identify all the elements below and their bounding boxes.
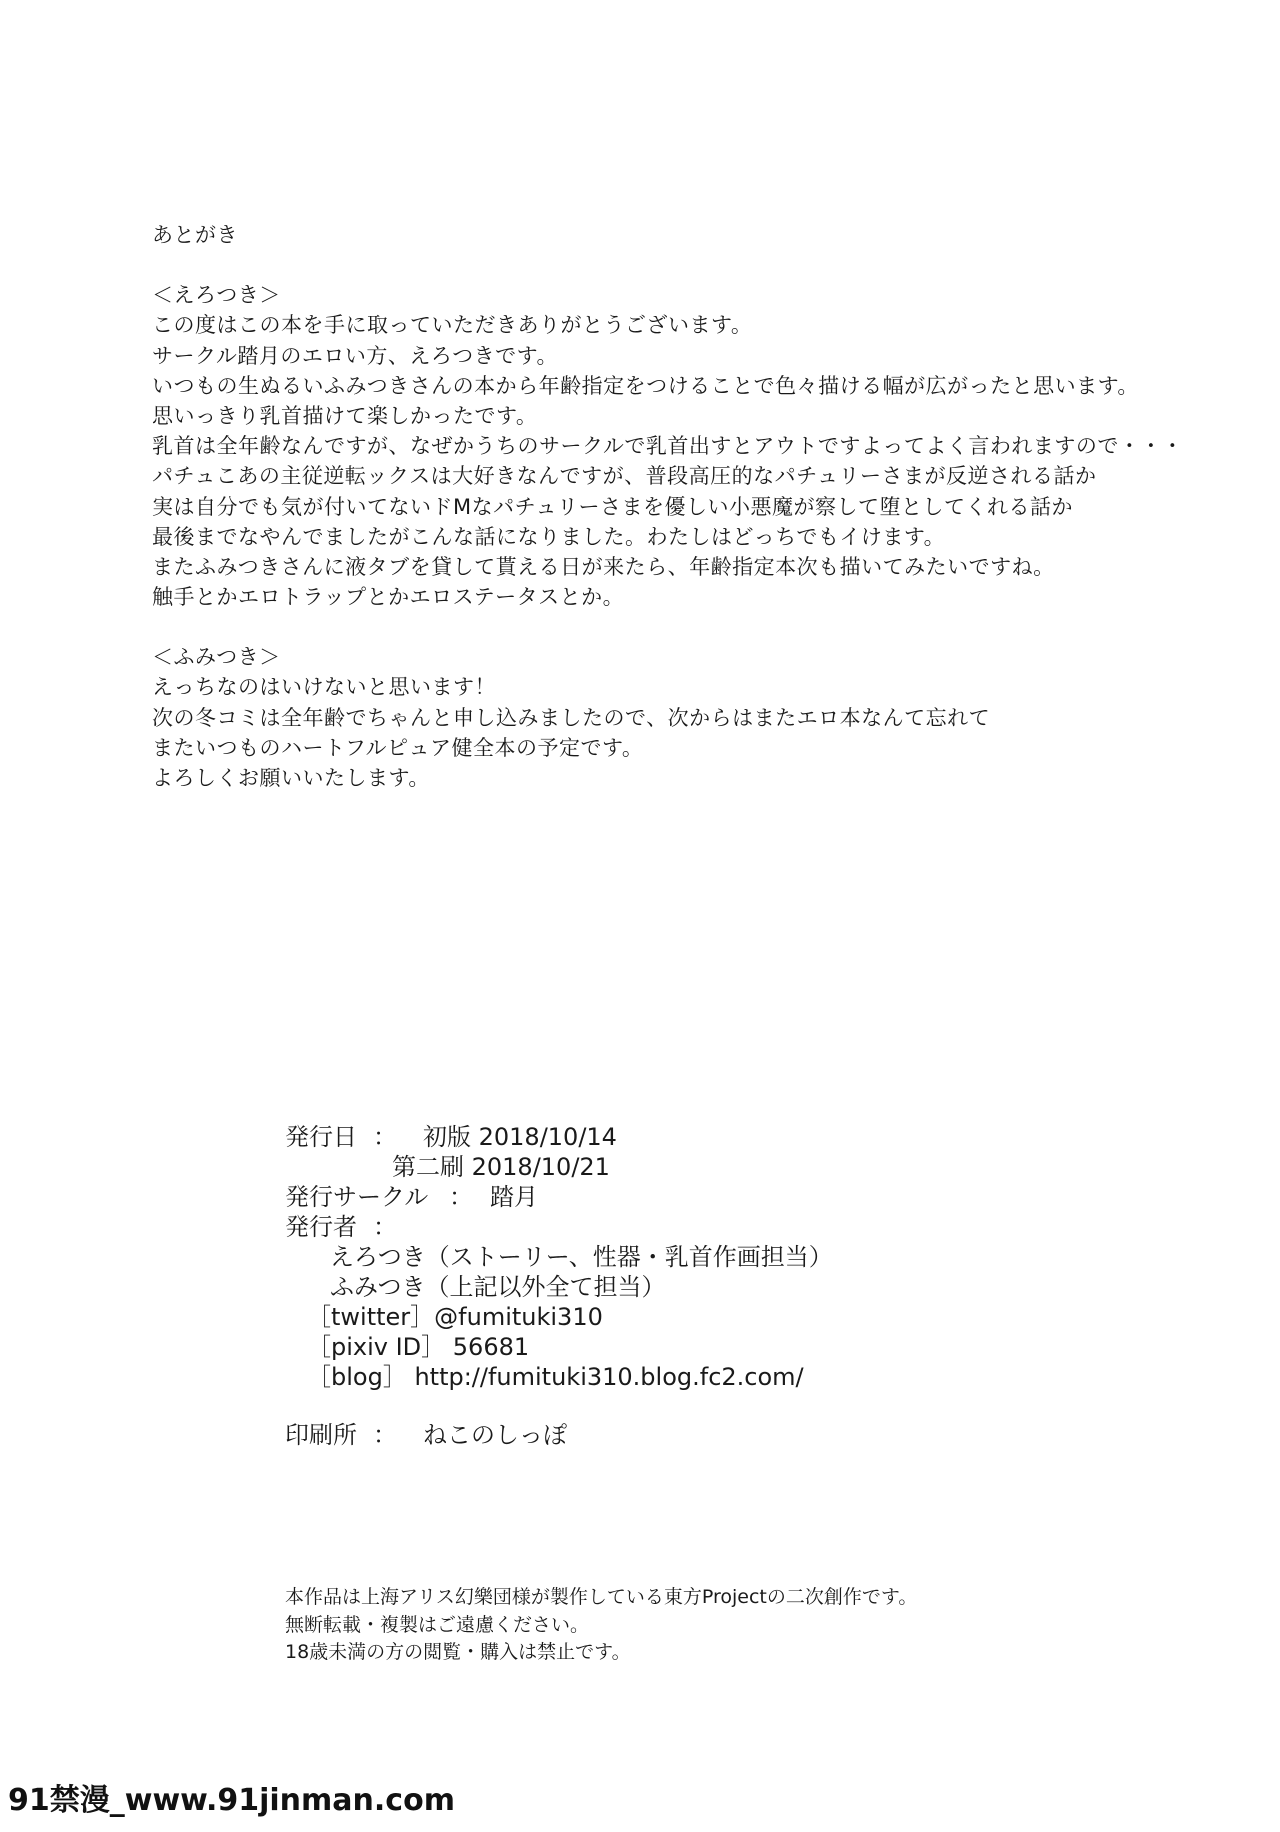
erotsuki-line: サークル踏月のエロい方、えろつきです。: [152, 343, 558, 368]
fumitsuki-line: よろしくお願いいたします。: [152, 766, 430, 790]
erotsuki-line: またふみつきさんに液タブを貸して貰える日が来たら、年齢指定本次も描いてみたいですね。: [152, 554, 1055, 579]
erotsuki-line: 最後までなやんでましたがこんな話になりました。わたしはどっちでもイけます。: [152, 524, 946, 549]
fumitsuki-header: ＜ふみつき＞: [152, 645, 281, 670]
legal-line-no-reprint: 無断転載・複製はご遠慮ください。: [285, 1613, 590, 1636]
erotsuki-line: 思いっきり乳首描けて楽しかったです。: [152, 403, 538, 428]
pixiv-id: ［pixiv ID］ 56681: [307, 1333, 530, 1361]
colon: ：: [373, 1213, 397, 1241]
colon: ：: [373, 1123, 397, 1151]
circle-label: 発行サークル: [285, 1183, 429, 1211]
twitter-row: [285, 1302, 1045, 1332]
publisher-1: えろつき（ストーリー、性器・乳首作画担当）: [330, 1243, 833, 1271]
colophon: [285, 1122, 1045, 1450]
spacer: [285, 1392, 1045, 1420]
erotsuki-section: [152, 280, 1192, 612]
pixiv-row: [285, 1332, 1045, 1362]
erotsuki-line: パチュこあの主従逆転ックスは大好きなんですが、普段高圧的なパチュリーさまが反逆される話か: [152, 464, 1097, 489]
erotsuki-line: 乳首は全年齢なんですが、なぜかうちのサークルで乳首出すとアウトですよってよく言われますので・・・: [152, 434, 1184, 459]
publisher-label: 発行者: [285, 1213, 357, 1241]
fumitsuki-line: えっちなのはいけないと思います！: [152, 675, 496, 700]
blog-url: ［blog］ http://fumituki310.blog.fc2.com/: [307, 1363, 804, 1391]
printer-label: 印刷所: [285, 1421, 357, 1449]
second-printing-row: [285, 1152, 1045, 1182]
erotsuki-line: 触手とかエロトラップとかエロステータスとか。: [152, 585, 625, 610]
blog-row: [285, 1362, 1045, 1392]
erotsuki-line: 実は自分でも気が付いてないドMなパチュリーさまを優しい小悪魔が察して堕としてくれる話か: [152, 494, 1073, 519]
fumitsuki-line: 次の冬コミは全年齢でちゃんと申し込みましたので、次からはまたエロ本なんて忘れて: [152, 705, 991, 730]
erotsuki-line: いつもの生ぬるいふみつきさんの本から年齢指定をつけることで色々描ける幅が広がったと思います。: [152, 373, 1139, 398]
circle-row: [285, 1182, 1045, 1212]
publisher-row: [285, 1212, 1045, 1242]
publisher-2-row: [285, 1272, 1045, 1302]
legal-line-age-restriction: 18歳未満の方の閲覧・購入は禁止です。: [285, 1641, 631, 1663]
legal-line-derivative: 本作品は上海アリス幻樂団様が製作している東方Projectの二次創作です。: [285, 1586, 918, 1608]
publish-date-label: 発行日: [285, 1123, 357, 1151]
printer-row: [285, 1420, 1045, 1450]
colon: ：: [449, 1183, 473, 1211]
publisher-1-row: [285, 1242, 1045, 1272]
circle-value: 踏月: [490, 1183, 538, 1211]
fumitsuki-section: [152, 642, 1192, 793]
publisher-2: ふみつき（上記以外全て担当）: [330, 1273, 666, 1301]
second-printing: 第二刷 2018/10/21: [392, 1153, 610, 1181]
erotsuki-line: この度はこの本を手に取っていただきありがとうございます。: [152, 313, 753, 338]
afterword-title: あとがき: [152, 223, 238, 247]
publish-date-row: [285, 1122, 1045, 1152]
fumitsuki-line: またいつものハートフルピュア健全本の予定です。: [152, 735, 644, 760]
colon: ：: [373, 1421, 397, 1449]
afterword: [152, 220, 1192, 793]
twitter-handle: ［twitter］@fumituki310: [307, 1303, 603, 1331]
erotsuki-header: ＜えろつき＞: [152, 283, 281, 308]
printer-value: ねこのしっぽ: [423, 1421, 567, 1449]
legal-notice: [285, 1584, 917, 1667]
site-watermark: 91禁漫_www.91jinman.com: [0, 1780, 463, 1822]
first-edition: 初版 2018/10/14: [423, 1123, 617, 1151]
